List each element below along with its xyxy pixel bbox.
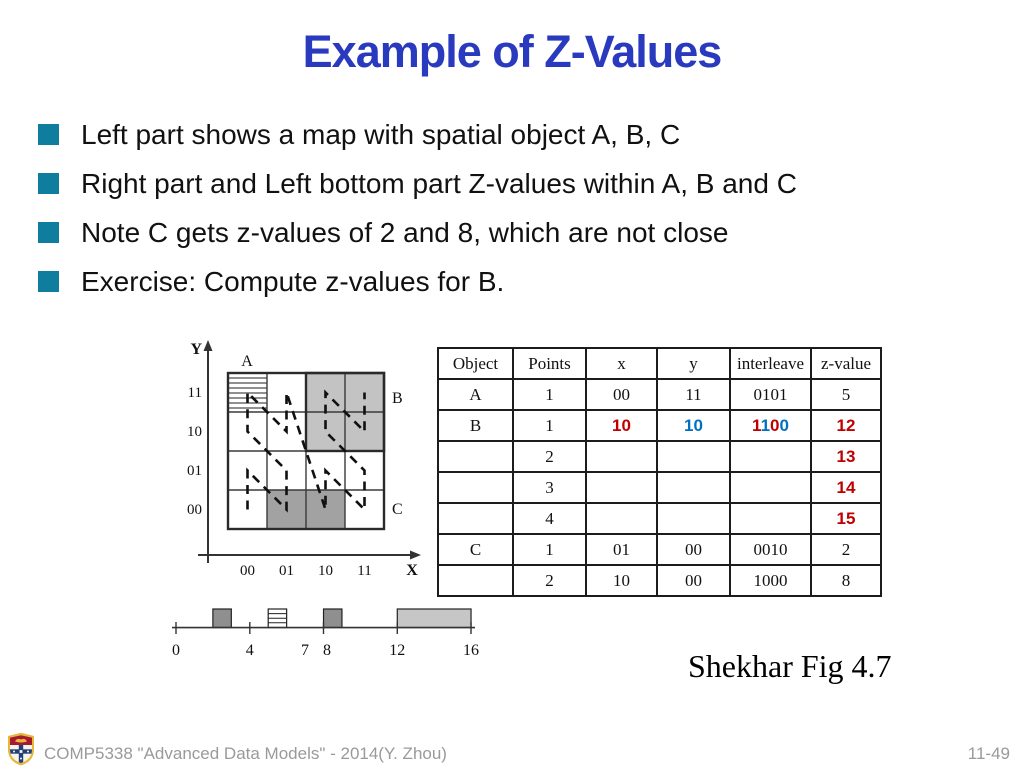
table-cell: 00 <box>657 534 730 565</box>
table-cell <box>586 472 657 503</box>
footer-course-text: COMP5338 "Advanced Data Models" - 2014(Y. Zhou) <box>44 744 447 763</box>
z-interval-b <box>397 609 471 628</box>
x-tick: 10 <box>318 563 333 579</box>
table-cell: 10 <box>586 410 657 441</box>
bullet-list <box>36 116 996 312</box>
bit-red: 0 <box>770 415 780 435</box>
y-axis-label: Y <box>190 341 202 358</box>
table-cell: 2 <box>811 534 881 565</box>
z-intervals <box>213 609 471 628</box>
table-cell: 1 <box>513 410 586 441</box>
bullet-item <box>36 263 996 301</box>
y-tick: 01 <box>187 463 202 479</box>
table-row <box>438 503 881 534</box>
bullet-text: Note C gets z-values of 2 and 8, which are not close <box>81 217 729 248</box>
table-row <box>438 472 881 503</box>
table-cell: 00 <box>586 379 657 410</box>
table-cell: 1000 <box>730 565 811 596</box>
z-value-table <box>437 347 882 597</box>
table-cell: 12 <box>811 410 881 441</box>
col-header-object: Object <box>438 348 513 379</box>
y-tick: 11 <box>187 385 202 401</box>
table-cell: 2 <box>513 565 586 596</box>
bullet-square-icon <box>38 124 59 145</box>
table-cell: 13 <box>811 441 881 472</box>
table-cell <box>438 565 513 596</box>
table-row <box>438 534 881 565</box>
table-cell <box>730 503 811 534</box>
bullet-item <box>36 165 996 203</box>
bullet-square-icon <box>38 173 59 194</box>
x-tick: 01 <box>279 563 294 579</box>
bullet-square-icon <box>38 222 59 243</box>
z-tick: 7 <box>301 642 309 659</box>
table-cell: 01 <box>586 534 657 565</box>
col-header-points: Points <box>513 348 586 379</box>
y-tick-labels <box>187 385 202 518</box>
col-header-interleave: interleave <box>730 348 811 379</box>
table-header-row <box>438 348 881 379</box>
z-table-body <box>438 379 881 596</box>
table-cell: 10 <box>586 565 657 596</box>
bit-blue: 1 <box>760 415 771 435</box>
bullet-square-icon <box>38 271 59 292</box>
z-tick: 16 <box>463 642 479 659</box>
x-tick-labels <box>240 563 372 579</box>
bit-blue: 0 <box>779 415 789 435</box>
table-cell <box>730 441 811 472</box>
table-cell: 4 <box>513 503 586 534</box>
x-axis-label: X <box>406 562 418 579</box>
table-cell <box>730 472 811 503</box>
table-cell: 1 <box>513 379 586 410</box>
table-row <box>438 565 881 596</box>
object-a-label: A <box>241 353 253 370</box>
bullet-text: Exercise: Compute z-values for B. <box>81 266 505 297</box>
bullet-text: Left part shows a map with spatial object A, B, C <box>81 119 681 150</box>
footer-page-number: 11-49 <box>967 744 1010 763</box>
table-cell: B <box>438 410 513 441</box>
table-row <box>438 441 881 472</box>
z-tick: 12 <box>389 642 406 659</box>
z-tick: 8 <box>323 642 331 659</box>
x-tick: 11 <box>357 563 372 579</box>
table-cell: 2 <box>513 441 586 472</box>
object-a-region <box>228 373 267 412</box>
table-cell: 0010 <box>730 534 811 565</box>
col-header-x: x <box>586 348 657 379</box>
object-b-label: B <box>392 390 403 407</box>
table-row <box>438 379 881 410</box>
table-cell <box>586 503 657 534</box>
number-line-labels <box>172 642 479 659</box>
table-cell: A <box>438 379 513 410</box>
table-cell <box>438 503 513 534</box>
z-tick: 0 <box>172 642 180 659</box>
table-cell: 3 <box>513 472 586 503</box>
page-title: Example of Z-Values <box>302 26 722 77</box>
y-tick: 00 <box>187 502 202 518</box>
z-tick: 4 <box>245 642 254 659</box>
table-cell: 0101 <box>730 379 811 410</box>
table-cell <box>730 410 811 441</box>
figure-caption: Shekhar Fig 4.7 <box>688 648 892 684</box>
table-cell: 5 <box>811 379 881 410</box>
table-cell <box>438 441 513 472</box>
table-cell: 11 <box>657 379 730 410</box>
col-header-y: y <box>657 348 730 379</box>
map-figure <box>160 335 440 580</box>
table-cell <box>586 441 657 472</box>
z-number-line <box>158 598 503 668</box>
x-tick: 00 <box>240 563 255 579</box>
object-c-label: C <box>392 501 403 518</box>
table-cell <box>657 441 730 472</box>
table-cell: 14 <box>811 472 881 503</box>
table-cell <box>438 472 513 503</box>
table-cell: 8 <box>811 565 881 596</box>
bullet-item <box>36 116 996 154</box>
z-interval-c <box>213 609 231 628</box>
bullet-text: Right part and Left bottom part Z-values within A, B and C <box>81 168 797 199</box>
table-cell: 10 <box>657 410 730 441</box>
table-row <box>438 410 881 441</box>
bit-red: 1 <box>752 415 761 435</box>
y-tick: 10 <box>187 424 202 440</box>
bullet-item <box>36 214 996 252</box>
table-cell: 15 <box>811 503 881 534</box>
table-cell <box>657 503 730 534</box>
table-cell: 00 <box>657 565 730 596</box>
col-header-z-value: z-value <box>811 348 881 379</box>
table-cell: C <box>438 534 513 565</box>
z-interval-c <box>324 609 342 628</box>
table-cell <box>657 472 730 503</box>
university-crest-logo <box>6 732 36 766</box>
table-cell: 1 <box>513 534 586 565</box>
